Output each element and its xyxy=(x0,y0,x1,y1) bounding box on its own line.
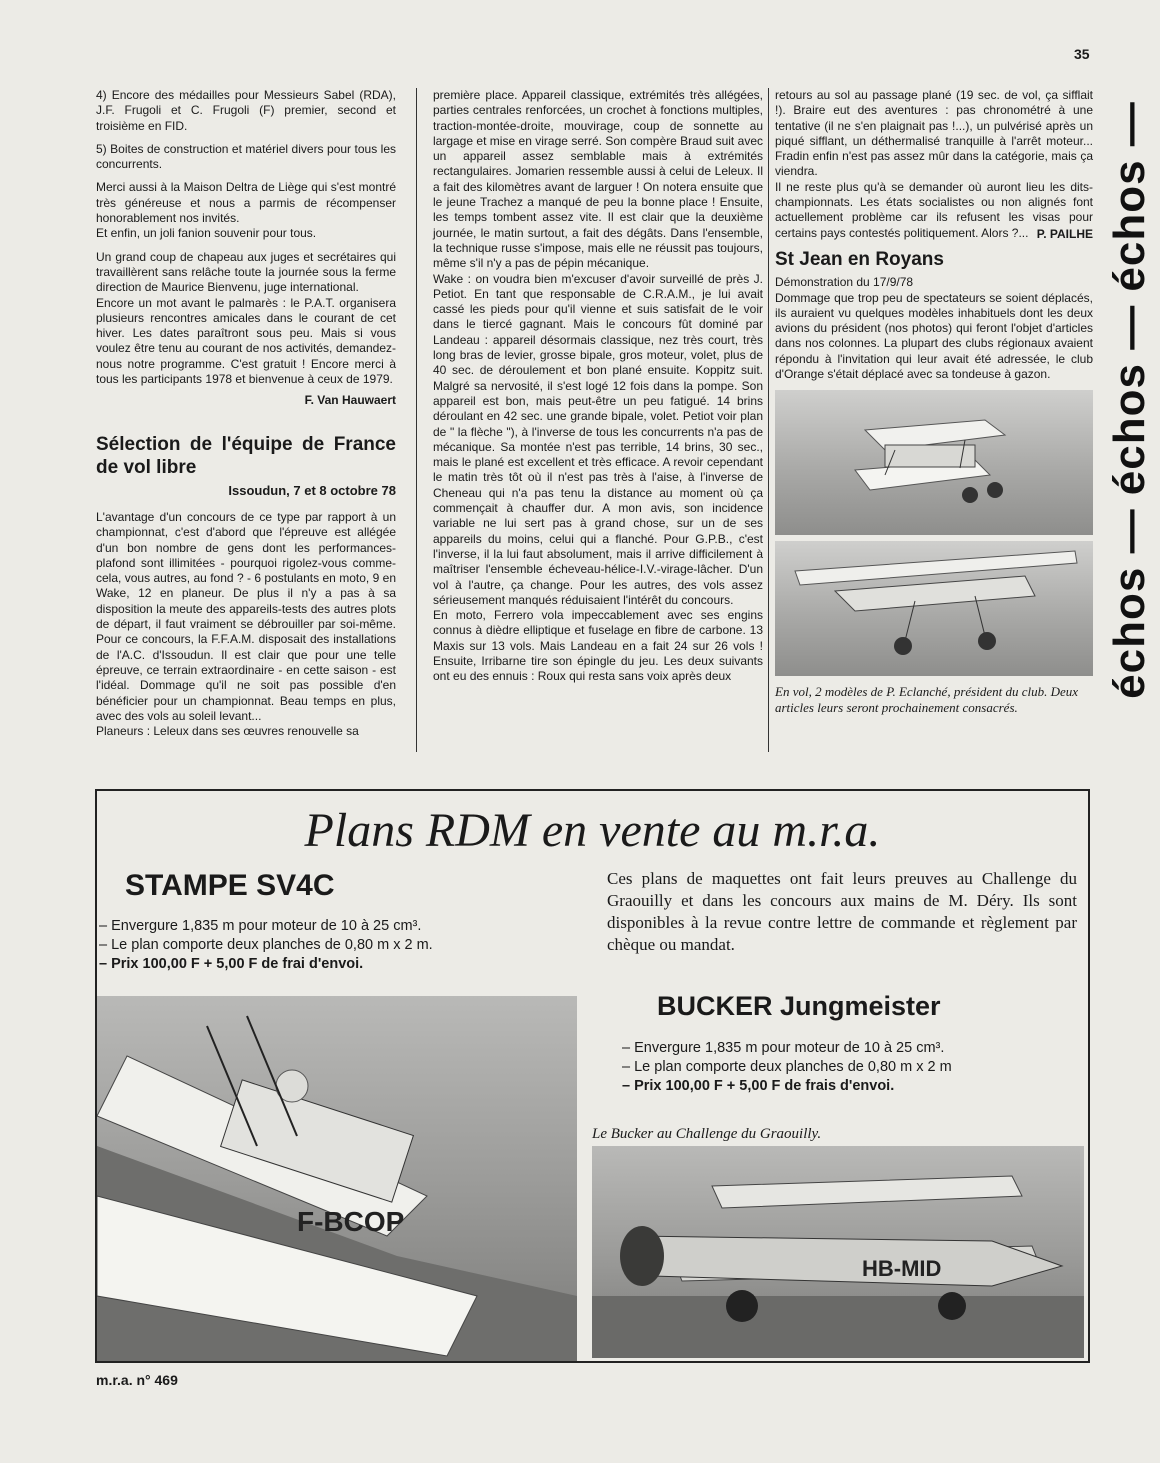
page-number: 35 xyxy=(1074,46,1090,62)
plans-advertisement xyxy=(95,789,1090,1363)
article-title-selection: Sélection de l'équipe de France de vol libre xyxy=(96,433,396,478)
stampe-spec-price: – Prix 100,00 F + 5,00 F de frai d'envoi. xyxy=(99,956,364,972)
signature-pailhe: P. PAILHE xyxy=(1036,226,1093,241)
bucker-spec-sheets: – Le plan comporte deux planches de 0,80 m x 2 m xyxy=(622,1059,952,1075)
stampe-heading: STAMPE SV4C xyxy=(125,869,335,902)
paragraph: première place. Appareil classique, extrémités très allégées, parties centrales renforcées, un crochet à fonctions multiples, traction-montée-droite, mouvirage, coup de sonnette au largage et mise en virage serré. Son compère Braud suit avec un appareil assez semblable mais à extrémités rectangulaires. Jomarien ressemble aussi à celui de Leleux. Il a fait des kilomètres avant de larguer ! On notera ensuite que le jeune Trachez a manqué de peu la bonne place ! Ensuite, les temps tombent assez vite. Il est clair que la deuxième journée, le matin surtout, a fait des dégâts. Dans l'ensemble, la technique russe s'impose, mais elle ne réussit pas toujours, même s'il n'y a pas de pépin mécanique. xyxy=(433,88,763,271)
paragraph: En moto, Ferrero vola impeccablement avec ses engins connus à dièdre elliptique et fuselage en fibre de carbone. 13 Maxis sur 13 vols. Mais Landeau en a fait 24 sur 26 vols ! Ensuite, Irribarne tire son épingle du jeu. Les deux suivants ont eu des ennuis : Roux qui resta sans voix après deux xyxy=(433,608,763,684)
paragraph: Un grand coup de chapeau aux juges et secrétaires qui travaillèrent sans relâche toute la journée sous la ferme direction de Maurice Bienvenu, juge international. xyxy=(96,249,396,295)
paragraph: Encore un mot avant le palmarès : le P.A.T. organisera plusieurs rencontres amicales dans le courant de cet hiver. Les dates paraîtront sous peu. Mais si vous voulez être tenu au courant de nos activités, demandez-nous notre programme. C'est gratuit ! Encore merci à tous les participants 1978 et bienvenue à ceux de 1979. xyxy=(96,295,396,387)
paragraph: Dommage que trop peu de spectateurs se soient déplacés, ils auraient vu quelques modèles inhabituels dont les deux avions du président (nos photos) qui feront l'objet d'articles dans nos colonnes. La plupart des clubs régionaux avaient répondu à l'invitation qui leur avait été adressée, le club d'Orange s'était déplacé avec sa tondeuse à gazon. xyxy=(775,290,1093,382)
issue-footer: m.r.a. n° 469 xyxy=(96,1372,178,1388)
bucker-registration-mark: HB-MID xyxy=(862,1256,942,1281)
article-title-st-jean: St Jean en Royans xyxy=(775,249,944,271)
bucker-spec-wingspan: – Envergure 1,835 m pour moteur de 10 à 25 cm³. xyxy=(622,1040,945,1056)
paragraph: Démonstration du 17/9/78 xyxy=(775,275,914,290)
section-banner xyxy=(1105,40,1154,760)
bucker-heading: BUCKER Jungmeister xyxy=(657,991,941,1021)
ad-title: Plans RDM en vente au m.r.a. xyxy=(304,804,881,857)
stampe-registration-mark: F-BCOP xyxy=(297,1206,405,1237)
photo-stampe-sv4c xyxy=(97,996,577,1361)
bucker-illustration xyxy=(592,1146,1084,1358)
paragraph: 5) Boites de construction et matériel divers pour tous les concurrents. xyxy=(96,141,396,172)
signature-van-hauwaert: F. Van Hauwaert xyxy=(304,393,396,408)
paragraph: Il ne reste plus qu'à se demander où auront lieu les dits-championnats. Les états socialistes ou non alignés font actuellement problème car ils refusent les visas pour certains pays contestés politiquement. Alors ?... xyxy=(775,179,1093,240)
stampe-spec-wingspan: – Envergure 1,835 m pour moteur de 10 à 25 cm³. xyxy=(99,918,422,934)
biplane-illustration xyxy=(775,390,1093,535)
bucker-specs xyxy=(622,1039,952,1096)
section-banner-text: échos — échos — échos — xyxy=(1105,101,1154,699)
photo-caption: En vol, 2 modèles de P. Eclanché, président du club. Deux articles leurs seront prochainement consacrés. xyxy=(775,684,1079,716)
stampe-specs xyxy=(99,917,433,974)
paragraph: Merci aussi à la Maison Deltra de Liège qui s'est montré très généreuse et nous a parmis de récompenser honorablement nos invités. xyxy=(96,180,396,226)
article-subtitle: Issoudun, 7 et 8 octobre 78 xyxy=(228,482,396,498)
ad-description: Ces plans de maquettes ont fait leurs preuves au Challenge du Graouilly et dans les concours aux mains de M. Déry. Ils sont disponibles à la revue contre lettre de commande et règlement par chèque ou mandat. xyxy=(607,869,1077,954)
column-divider xyxy=(416,88,417,752)
paragraph: 4) Encore des médailles pour Messieurs Sabel (RDA), J.F. Frugoli et C. Frugoli (F) premier, second et troisième en FID. xyxy=(96,88,396,133)
photo-bucker-jungmeister xyxy=(592,1146,1084,1358)
stampe-illustration xyxy=(97,996,577,1361)
paragraph: Wake : on voudra bien m'excuser d'avoir surveillé de près J. Petiot. En tant que responsable de C.R.A.M., je lui avait cassé les pieds pour qu'il vienne et suis satisfait de le voir dans le tiercé gagnant. Mais le concours fût dominé par Landeau : appareil désormais classique, nez très court, très long bras de levier, grosse bipale, gros moteur, volet, plus de 40 sec. de déroulement et bon plané ensuite. Koppitz suit. Malgré sa nervosité, il s'est logé 12 fois dans la pompe. Son appareil est bon, mais peut-être un peu fatigué. 14 brins déroulant en 42 sec. une grande bipale, volet. Petiot voir plan de " la flèche "), à l'inverse de tous les concurrents n'a pas de mécanique. Sa montée n'est pas terrible, 14 brins, 30 sec., mais le plané est excellent et très efficace. A revoir cependant le matin très tôt où il n'est pas très à l'aise, à l'inverse de Cheneau qui n'a pas tenu la distance au moment où ça commençait à chauffer dur. A mon avis, son incidence variable ne lui sert pas à grand chose, sur un de ses appareils du moins, celui qui a flanché. Pour G.P.B., c'est l'inverse, il la lui faut absolument, mais il arrive difficilement à maîtriser l'ensemble écheveau-hélice-I.V.-virage-lâcher. D'un vol à l'autre, ça change. Pour les autres, des vols assez sérieusement manqués réduisaient l'intérêt du concours. xyxy=(433,271,763,607)
column-3 xyxy=(775,88,1093,716)
stampe-spec-sheets: – Le plan comporte deux planches de 0,80 m x 2 m. xyxy=(99,937,433,953)
paragraph: Et enfin, un joli fanion souvenir pour tous. xyxy=(96,226,317,241)
column-1 xyxy=(96,88,396,747)
bucker-photo-caption: Le Bucker au Challenge du Graouilly. xyxy=(592,1126,822,1142)
paragraph: L'avantage d'un concours de ce type par rapport à un championnat, c'est d'abord que l'épreuve est allégée d'un bon nombre de gens dont les performances-plafond sont illimitées - pourquoi rigolez-vous comme-cela, vous autres, au fond ? - 6 postulants en moto, 9 en Wake, 12 en planeur. De plus il n'y a pas à sa disposition la meute des appareils-tests des autres plots de départ, il faut vraiment se débrouiller par soi-même. Pour ce concours, la F.F.A.M. disposait des installations de l'A.C. d'Issoudun. Il est clair que pour une telle épreuve, ce terrain extraordinaire - en cette saison - est l'idéal. Dommage qu'il ne soit pas possible d'en bénéficier pour un championnat. Beau temps en plus, avec des vols au soleil levant... xyxy=(96,509,396,723)
monoplane-illustration xyxy=(775,541,1093,676)
photo-biplane-in-flight xyxy=(775,390,1093,535)
bucker-spec-price: – Prix 100,00 F + 5,00 F de frais d'envoi. xyxy=(622,1078,895,1094)
column-divider xyxy=(768,88,769,752)
column-2 xyxy=(433,88,763,693)
paragraph: Planeurs : Leleux dans ses œuvres renouvelle sa xyxy=(96,724,359,739)
photo-monoplane-in-flight xyxy=(775,541,1093,676)
paragraph: retours au sol au passage plané (19 sec. de vol, ça sifflait !). Braire eut des aventures : pas chronométré à une tentative (il ne s'en plaignait pas !...), un pulvérisé après un piqué sifflant, un déthermalisé tranquille à l'arrêt moteur... Fradin enfin n'est pas assez mûr dans la catégorie, mais ça viendra. xyxy=(775,88,1093,179)
